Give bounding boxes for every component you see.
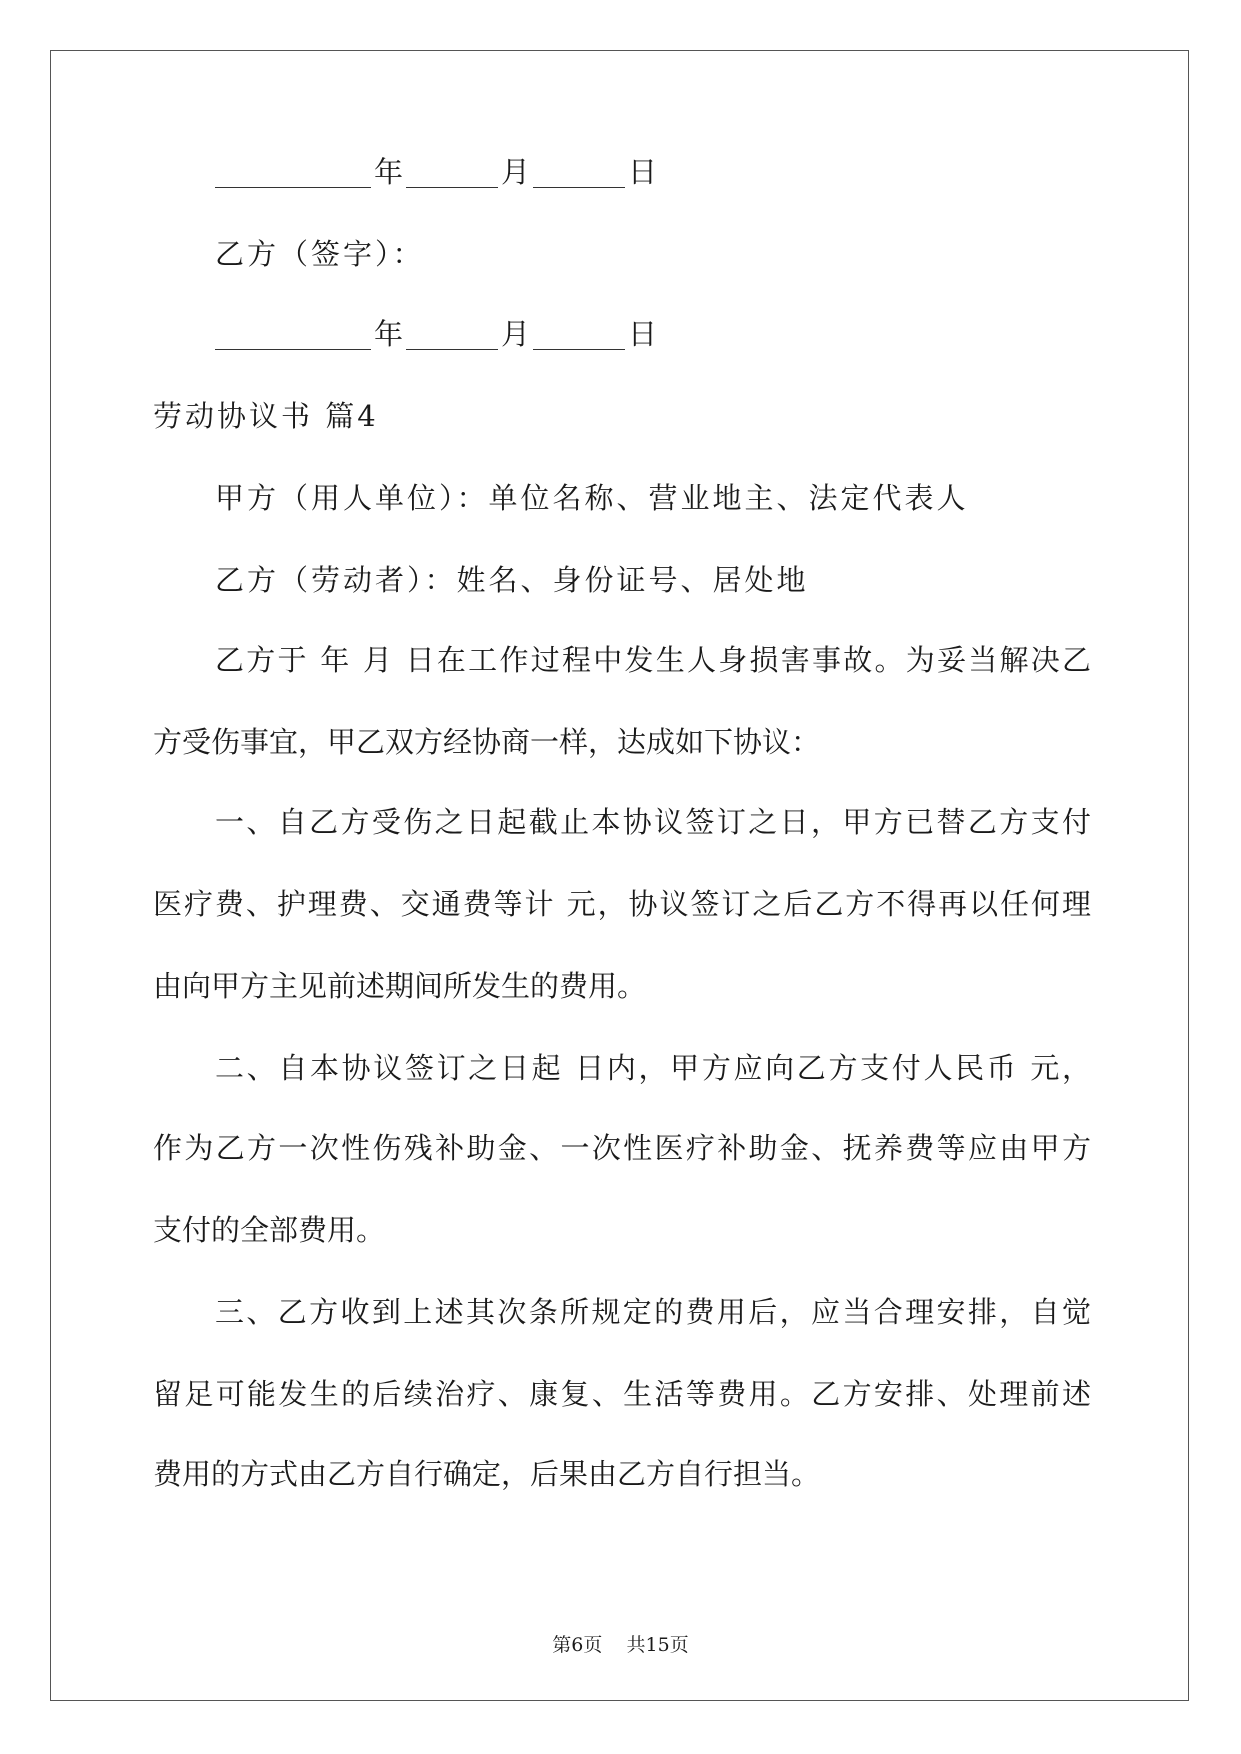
- month-blank: [406, 157, 498, 188]
- paragraph-2-line-2: 医疗费、护理费、交通费等计 元，协议签订之后乙方不得再以任何理: [153, 887, 1091, 921]
- party-b-info: 乙方（劳动者）：姓名、身份证号、居处地: [215, 563, 809, 597]
- year-unit: 年: [374, 155, 404, 189]
- paragraph-4-line-1: 三、乙方收到上述其次条所规定的费用后，应当合理安排，自觉: [215, 1295, 1091, 1329]
- day-blank: [533, 319, 625, 350]
- date-line-1: [215, 152, 660, 192]
- year-blank: [215, 319, 371, 350]
- paragraph-2-line-3: 由向甲方主见前述期间所发生的费用。: [153, 969, 647, 1003]
- section-title: 劳动协议书 篇4: [153, 399, 379, 433]
- paragraph-2-line-1: 一、自乙方受伤之日起截止本协议签订之日，甲方已替乙方支付: [215, 805, 1091, 839]
- paragraph-1-line-2: 方受伤事宜，甲乙双方经协商一样，达成如下协议：: [153, 725, 821, 759]
- paragraph-1-line-1: 乙方于 年 月 日在工作过程中发生人身损害事故。为妥当解决乙: [215, 643, 1091, 677]
- paragraph-4-line-3: 费用的方式由乙方自行确定，后果由乙方自行担当。: [153, 1457, 821, 1491]
- paragraph-3-line-3: 支付的全部费用。: [153, 1213, 386, 1247]
- day-unit: 日: [628, 317, 658, 351]
- paragraph-3-line-1: 二、自本协议签订之日起 日内，甲方应向乙方支付人民币 元，: [215, 1051, 1091, 1085]
- month-unit: 月: [501, 155, 531, 189]
- party-a-info: 甲方（用人单位）：单位名称、营业地主、法定代表人: [215, 481, 969, 515]
- party-b-signature: 乙方（签字）：: [215, 237, 425, 271]
- paragraph-4-line-2: 留足可能发生的后续治疗、康复、生活等费用。乙方安排、处理前述: [153, 1377, 1091, 1411]
- paragraph-3-line-2: 作为乙方一次性伤残补助金、一次性医疗补助金、抚养费等应由甲方: [153, 1131, 1091, 1165]
- day-unit: 日: [628, 155, 658, 189]
- page-number: 第6页: [552, 1634, 603, 1656]
- month-unit: 月: [501, 317, 531, 351]
- total-pages: 共15页: [626, 1634, 689, 1656]
- month-blank: [406, 319, 498, 350]
- day-blank: [533, 157, 625, 188]
- year-blank: [215, 157, 371, 188]
- date-line-2: [215, 314, 660, 354]
- year-unit: 年: [374, 317, 404, 351]
- page-footer: [0, 1633, 1241, 1657]
